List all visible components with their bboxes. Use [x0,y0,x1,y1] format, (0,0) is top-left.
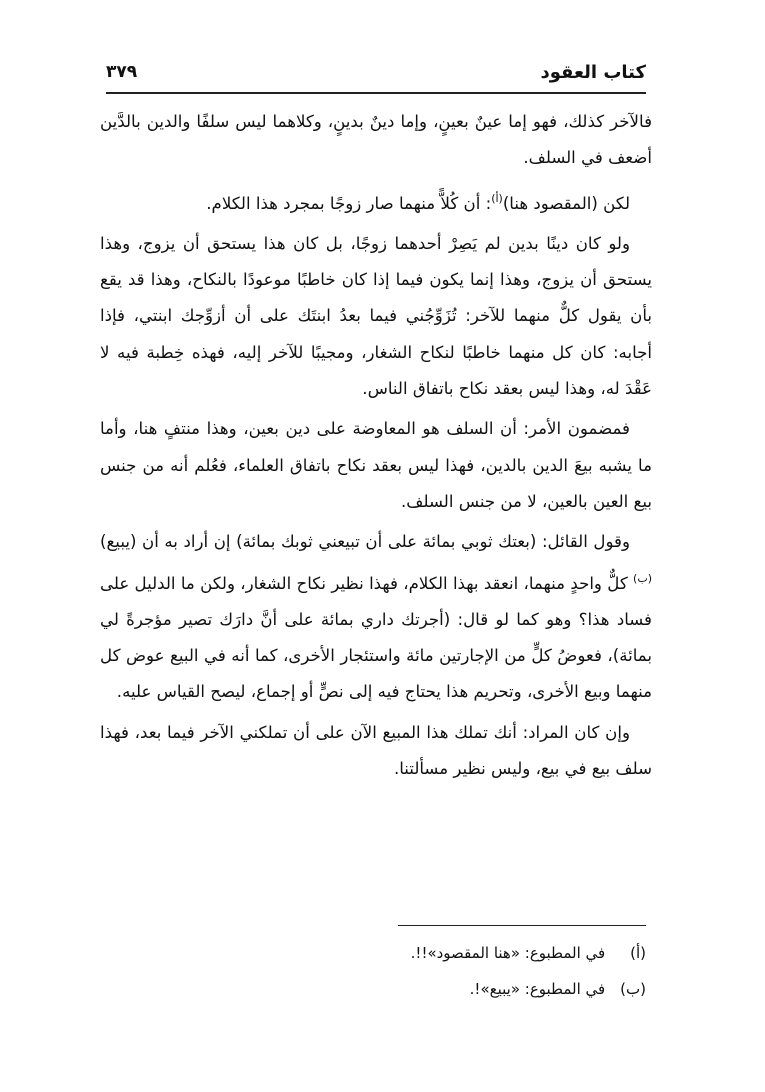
footnote-a-text: في المطبوع: «هنا المقصود»!!. [410,944,606,962]
footnote-a-mark: (أ) [630,944,646,962]
footnote-ref-a[interactable]: (أ) [491,191,503,205]
page-header [106,56,646,90]
footnote-a [150,935,646,971]
paragraph-2-lead: لكن (المقصود هنا) [502,193,630,213]
footnote-b-mark: (ب) [620,980,646,998]
paragraph-5-rest: كلٌّ واحدٍ منهما، انعقد بهذا الكلام، فهذا نظير نكاح الشغار، ولكن ما الدليل على فساد هذا؟ وهو كما لو قال: (أجرتك داري بمائة على أنَّ دارَك تصير مؤجرةً لي بمائة)، فعوضُ كلٍّ من الإجارتين مائة واستئجار الأخرى، كما أنه في البيع عوض كل منهما وبيع الأخرى، وتحريم هذا يحتاج فيه إلى نصٍّ أو إجماع، ليصح القياس عليه. [100,573,652,702]
main-text [100,104,652,791]
header-rule [106,92,646,94]
footnote-b-text: في المطبوع: «يبيع»!. [469,980,606,998]
running-title: كتاب العقود [540,62,646,83]
paragraph-6: وإن كان المراد: أنك تملك هذا المبيع الآن على أن تملكني الآخر فيما بعد، فهذا سلف بيع في بيع، وليس نظير مسألتنا. [100,722,652,779]
footnote-rule [398,925,646,926]
paragraph-2 [100,181,652,222]
paragraph-5-lead: وقول القائل: (بعتك ثوبي بمائة على أن تبيعني ثوبك بمائة) إن أراد به أن (يبيع) [100,532,630,552]
paragraph-1: فالآخر كذلك، فهو إما عينٌ بعينٍ، وإما دينٌ بدينٍ، وكلاهما ليس سلفًا والدين بالدَّين أضعف في السلف. [100,112,652,168]
paragraph-4: فمضمون الأمر: أن السلف هو المعاوضة على دين بعين، وهذا منتفٍ هنا، وأما ما يشبه بيعَ الدين بالدين، فهذا ليس بعقد نكاح باتفاق العلماء، فعُلم أنه من جنس بيع العين بالعين، لا من جنس السلف. [100,419,652,511]
paragraph-2-rest: : أن كُلاًّ منهما صار زوجًا بمجرد هذا الكلام. [206,193,492,213]
footnote-ref-b[interactable]: (ب) [633,571,652,585]
footnote-b [150,971,646,1007]
page-number: ٣٧٩ [106,62,138,82]
footnotes [150,935,646,1007]
paragraph-5 [100,524,652,710]
paragraph-3: ولو كان دينًا بدين لم يَصِرْ أحدهما زوجًا، بل كان هذا يستحق أن يزوج، وهذا يستحق أن يزوج، وهذا إنما يكون فيما إذا كان خاطبًا موعودًا بالنكاح، وهذا قد يقع بأن يقول كلٌّ منهما للآخر: تُزَوِّجُني فيما بعدُ ابنتَك على أن أزوِّجك ابنتي، فإذا أجابه: كان كل منهما خاطبًا لنكاح الشغار، ومجيبًا للآخر إليه، فهذه خِطبة فيه لا عَقْدَ له، وهذا ليس بعقد نكاح باتفاق الناس. [100,233,652,399]
